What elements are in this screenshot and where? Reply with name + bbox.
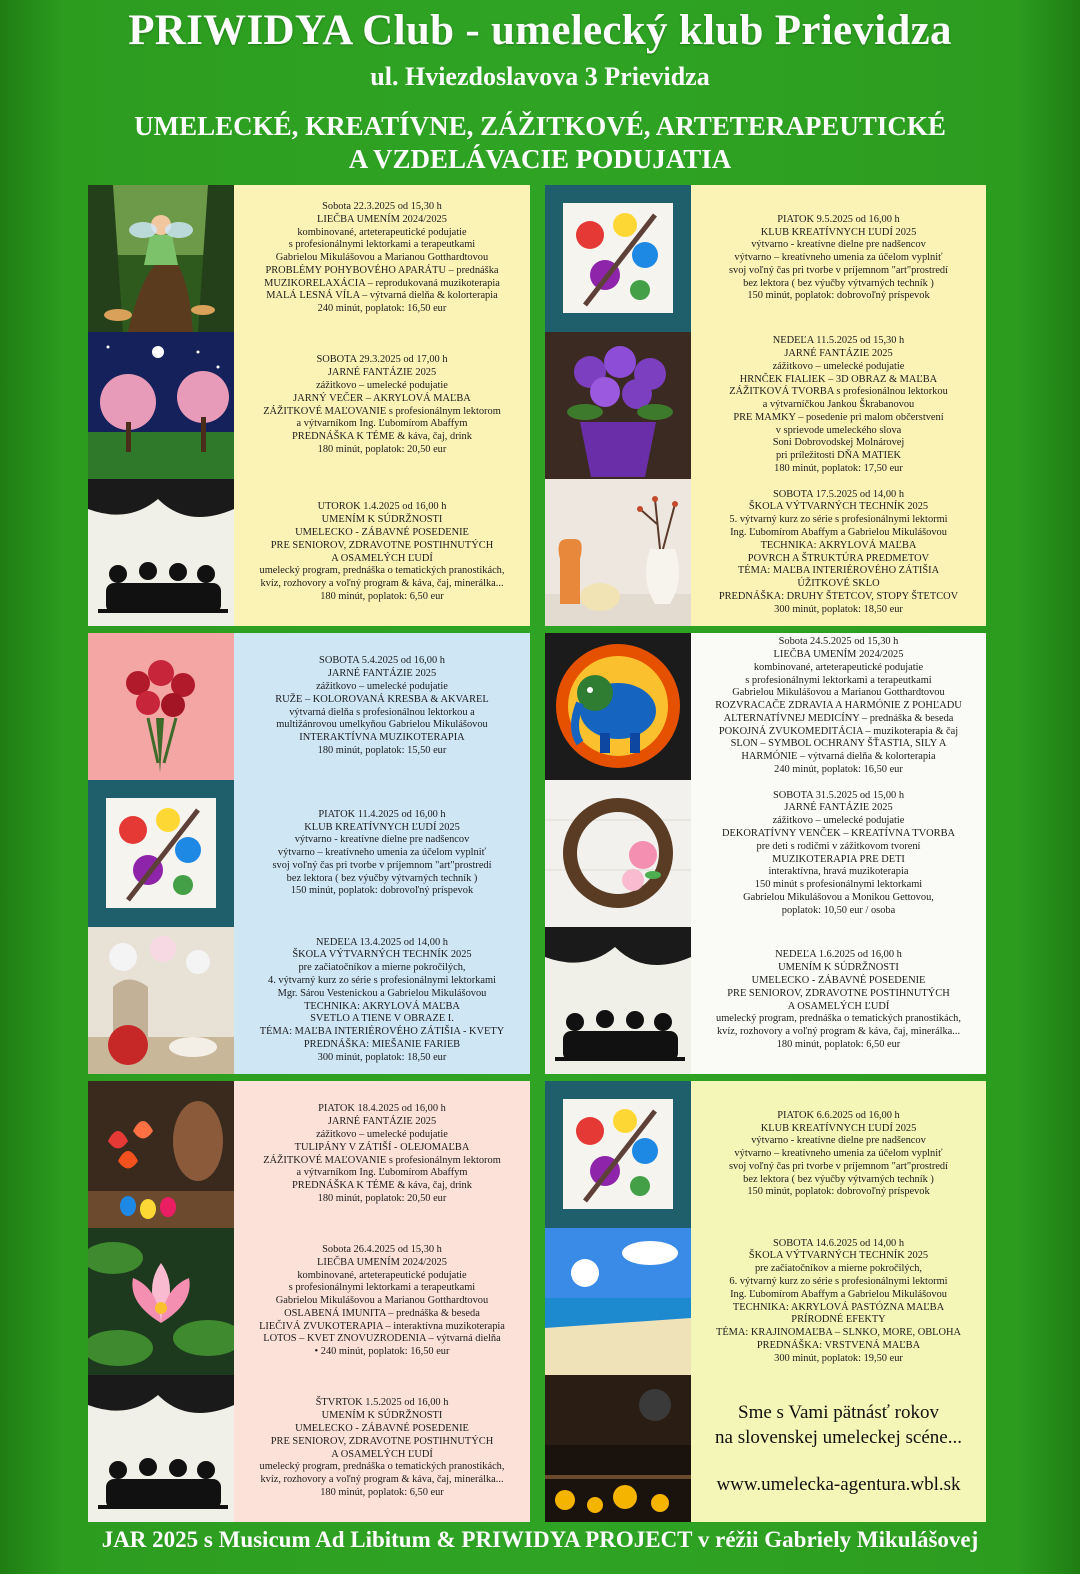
event-row <box>88 633 530 780</box>
event-line: 150 minút, poplatok: dobrovoľný príspevok <box>747 290 930 302</box>
event-line: 150 minút, poplatok: dobrovoľný príspevok <box>747 1186 930 1198</box>
event-line: zážitkovo – umelecké podujatie <box>772 815 905 827</box>
website-link[interactable]: www.umelecka-agentura.wbl.sk <box>716 1474 961 1495</box>
event-line: s profesionálnymi lektorkami a terapeutkami <box>745 674 932 686</box>
event-line: PRÍRODNÉ EFEKTY <box>791 1314 886 1326</box>
roses-image <box>88 633 234 780</box>
event-line: JARNÉ FANTÁZIE 2025 <box>784 802 893 814</box>
event-line: umelecký program, prednáška o tematických pranostikách, <box>259 565 505 577</box>
event-line: UMENÍM K SÚDRŽNOSTI <box>321 514 443 526</box>
event-line: HRNČEK FIALIEK – 3D OBRAZ & MAĽBA <box>739 373 938 385</box>
event-line: A OSAMELÝCH ĽUDÍ <box>331 552 433 564</box>
event-line: výtvarná dielňa s profesionálnou lektorkou a <box>289 706 475 718</box>
event-line: 180 minút, poplatok: 6,50 eur <box>320 590 444 602</box>
event-line: bez lektora ( bez výučby výtvarných techník ) <box>743 277 934 289</box>
event-line: UMELECKO - ZÁBAVNÉ POSEDENIE <box>295 526 469 538</box>
elephant-mandala-image <box>545 633 691 780</box>
event-line: SOBOTA 29.3.2025 od 17,00 h <box>316 354 448 366</box>
event-line: 180 minút, poplatok: 20,50 eur <box>317 443 447 455</box>
event-text <box>691 1081 986 1228</box>
event-text <box>234 332 530 479</box>
event-line: 300 minút, poplatok: 18,50 eur <box>317 1051 447 1063</box>
event-line: ŠKOLA VÝTVARNÝCH TECHNÍK 2025 <box>748 501 929 513</box>
event-row <box>88 332 530 479</box>
event-line: SVETLO A TIENE V OBRAZE I. <box>310 1013 454 1025</box>
event-line: svoj voľný čas pri tvorbe v príjemnom "art"prostredí <box>728 1160 949 1172</box>
event-line: DEKORATÍVNY VENČEK – KREATÍVNA TVORBA <box>721 827 955 839</box>
event-row <box>88 185 530 332</box>
event-line: MUZIKOTERAPIA PRE DETI <box>772 853 905 865</box>
event-line: pri príležitosti DŇA MATIEK <box>776 450 901 462</box>
event-row <box>88 1081 530 1228</box>
event-line: Ing. Ľubomírom Abaffym a Gabrielou Mikulášovou <box>730 526 947 538</box>
event-line: JARNÉ FANTÁZIE 2025 <box>327 1116 437 1128</box>
event-line: TECHNIKA: AKRYLOVÁ MAĽBA <box>760 539 917 551</box>
event-text <box>234 185 530 332</box>
palette-image <box>545 1081 691 1228</box>
fairy-forest-image <box>88 185 234 332</box>
event-line: kombinované, arteterapeutické podujatie <box>297 226 467 238</box>
event-line: Sobota 24.5.2025 od 15,30 h <box>778 636 899 648</box>
panel-march <box>88 185 530 626</box>
event-line: a výtvarníkom Ing. Ľubomírom Abaffym <box>296 1167 468 1179</box>
event-line: svoj voľný čas pri tvorbe v príjemnom "art"prostredí <box>272 859 492 871</box>
event-line: ROZVRACAČE ZDRAVIA A HARMÓNIE Z POHĽADU <box>715 700 962 712</box>
event-line: a výtvarníkom Ing. Ľubomírom Abaffym <box>296 418 468 430</box>
event-line: pre začiatočníkov a mierne pokročilých, <box>298 962 466 974</box>
event-line: PRE SENIOROV, ZDRAVOTNE POSTIHNUTÝCH <box>727 987 950 999</box>
event-line: Gabrielou Mikulášovou a Marianou Gotthardtovou <box>275 252 489 264</box>
event-line: NEDEĽA 1.6.2025 od 16,00 h <box>775 949 902 961</box>
event-line: pre deti s rodičmi v zážitkovom tvorení <box>756 840 921 852</box>
event-line: JARNÉ FANTÁZIE 2025 <box>327 668 437 680</box>
event-row <box>88 927 530 1074</box>
event-line: PIATOK 9.5.2025 od 16,00 h <box>777 213 900 225</box>
seniors-silhouette-image <box>88 479 234 626</box>
palette-image <box>545 185 691 332</box>
event-line: výtvarno - kreatívne dielne pre nadšencov <box>751 1135 926 1147</box>
event-line: OSLABENÁ IMUNITA – prednáška & beseda <box>284 1307 480 1319</box>
event-row <box>545 927 986 1074</box>
event-line: • 240 minút, poplatok: 16,50 eur <box>314 1346 450 1358</box>
event-line: ŠKOLA VÝTVARNÝCH TECHNÍK 2025 <box>292 949 472 961</box>
panel-late-may <box>545 633 986 1074</box>
event-row <box>545 1228 986 1375</box>
agency-collage-image <box>545 1375 691 1522</box>
event-line: 300 minút, poplatok: 18,50 eur <box>774 603 903 615</box>
event-line: HARMÓNIE – výtvarná dielňa & kolorterapia <box>741 751 936 763</box>
event-line: TÉMA: KRAJINOMAĽBA – SLNKO, MORE, OBLOHA <box>715 1327 962 1339</box>
event-line: NEDEĽA 13.4.2025 od 14,00 h <box>316 936 448 948</box>
event-line: Gabrielou Mikulášovou a Monikou Gettovou, <box>743 891 934 903</box>
event-line: 180 minút, poplatok: 6,50 eur <box>776 1038 901 1050</box>
event-line: PRE SENIOROV, ZDRAVOTNE POSTIHNUTÝCH <box>270 539 494 551</box>
event-text <box>234 1228 530 1375</box>
panel-june <box>545 1081 986 1522</box>
event-text <box>691 927 986 1074</box>
event-line: výtvarno - kreatívne dielne pre nadšencov <box>294 834 470 846</box>
event-line: a výtvarníčkou Jankou Škrabanovou <box>762 399 915 411</box>
event-line: A OSAMELÝCH ĽUDÍ <box>331 1448 433 1460</box>
event-row <box>545 633 986 780</box>
event-line: kvíz, rozhovory a voľný program & káva, čaj, minerálka... <box>716 1026 961 1038</box>
event-row <box>545 1081 986 1228</box>
event-line: UMENÍM K SÚDRŽNOSTI <box>778 962 899 974</box>
event-line: Sobota 26.4.2025 od 15,30 h <box>322 1243 442 1255</box>
event-line: MALÁ LESNÁ VÍLA – výtvarná dielňa & kolorterapia <box>266 290 498 302</box>
seniors-silhouette-image <box>545 927 691 1074</box>
event-line: 5. výtvarný kurz zo série s profesionálnymi lektormi <box>729 514 948 526</box>
promo-line-1: Sme s Vami pätnásť rokov <box>738 1402 939 1423</box>
event-text <box>234 633 530 780</box>
event-line: 150 minút, poplatok: dobrovoľný príspevok <box>290 885 474 897</box>
event-line: ZÁŽITKOVÉ MAĽOVANIE s profesionálnym lektorom <box>263 405 501 417</box>
event-row <box>545 332 986 479</box>
event-text <box>691 780 986 927</box>
event-line: ÚŽITKOVÉ SKLO <box>797 578 880 590</box>
event-line: interaktívna, hravá muzikoterapia <box>768 866 909 878</box>
event-line: UMELECKO - ZÁBAVNÉ POSEDENIE <box>295 1422 469 1434</box>
event-line: výtvarno - kreatívne dielne pre nadšencov <box>751 239 926 251</box>
event-text <box>234 780 530 927</box>
event-line: multižánrovou umelkyňou Gabrielou Mikulášovou <box>276 719 488 731</box>
event-line: PREDNÁŠKA: MIEŠANIE FARIEB <box>303 1038 461 1050</box>
event-line: SOBOTA 31.5.2025 od 15,00 h <box>772 789 905 801</box>
event-text <box>234 1375 530 1522</box>
vases-still-life-image <box>545 479 691 626</box>
event-line: pre začiatočníkov a mierne pokročilých, <box>754 1263 923 1275</box>
event-line: NEDEĽA 11.5.2025 od 15,30 h <box>772 335 905 347</box>
event-line: výtvarno – kreatívneho umenia za účelom vyplniť <box>734 1148 943 1160</box>
event-line: TECHNIKA: AKRYLOVÁ MAĽBA <box>304 1000 460 1012</box>
event-text <box>234 927 530 1074</box>
event-line: s profesionálnymi lektorkami a terapeutkami <box>288 239 476 251</box>
event-line: LOTOS – KVET ZNOVUZRODENIA – výtvarná dielňa <box>263 1333 501 1345</box>
event-line: ZÁŽITKOVÉ MAĽOVANIE s profesionálnym lektorom <box>263 1154 501 1166</box>
promo-line-2: na slovenskej umeleckej scéne... <box>715 1427 962 1448</box>
event-line: 150 minút s profesionálnymi lektorkami <box>754 879 923 891</box>
event-line: bez lektora ( bez výučby výtvarných techník ) <box>286 872 478 884</box>
event-line: SOBOTA 14.6.2025 od 14,00 h <box>772 1237 905 1249</box>
event-line: výtvarno – kreatívneho umenia za účelom vyplniť <box>277 847 487 859</box>
promo-box <box>691 1375 986 1522</box>
event-line: poplatok: 10,50 eur / osoba <box>781 904 896 916</box>
event-line: PROBLÉMY POHYBOVÉHO APARÁTU – prednáška <box>265 264 499 276</box>
event-row <box>88 1228 530 1375</box>
event-line: A OSAMELÝCH ĽUDÍ <box>787 1000 890 1012</box>
subtitle-line-1: UMELECKÉ, KREATÍVNE, ZÁŽITKOVÉ, ARTETERAPEUTICKÉ <box>134 111 946 141</box>
event-line: 240 minút, poplatok: 16,50 eur <box>317 303 447 315</box>
event-line: PREDNÁŠKA K TÉME & káva, čaj, drink <box>292 1180 472 1192</box>
event-row <box>545 780 986 927</box>
poster-title: PRIWIDYA Club - umelecký klub Prievidza <box>128 7 952 54</box>
event-line: 240 minút, poplatok: 16,50 eur <box>774 764 903 776</box>
event-line: UMENÍM K SÚDRŽNOSTI <box>321 1410 443 1422</box>
event-line: PIATOK 6.6.2025 od 16,00 h <box>777 1109 900 1121</box>
event-line: výtvarno – kreatívneho umenia za účelom vyplniť <box>734 252 943 264</box>
panel-late-april <box>88 1081 530 1522</box>
event-line: Sobota 22.3.2025 od 15,30 h <box>322 200 442 212</box>
event-line: kvíz, rozhovory a voľný program & káva, čaj, minerálka... <box>260 578 504 590</box>
panel-may <box>545 185 986 626</box>
event-line: MUZIKORELAXÁCIA – reprodukovaná muzikoterapia <box>264 277 500 289</box>
event-line: zážitkovo – umelecké podujatie <box>316 680 448 692</box>
event-line: PRE SENIOROV, ZDRAVOTNE POSTIHNUTÝCH <box>270 1435 494 1447</box>
event-line: svoj voľný čas pri tvorbe v príjemnom "art"prostredí <box>728 264 949 276</box>
poster-footer: JAR 2025 s Musicum Ad Libitum & PRIWIDYA PROJECT v réžii Gabriely Mikulášovej <box>101 1527 979 1552</box>
event-line: kombinované, arteterapeutické podujatie <box>297 1269 467 1281</box>
panel-april <box>88 633 530 1074</box>
lotus-image <box>88 1228 234 1375</box>
event-line: ALTERNATÍVNEJ MEDICÍNY – prednáška & beseda <box>723 712 954 724</box>
event-line: umelecký program, prednáška o tematických pranostikách, <box>716 1013 961 1025</box>
event-line: PIATOK 18.4.2025 od 16,00 h <box>318 1103 446 1115</box>
event-line: PREDNÁŠKA: VRSTVENÁ MAĽBA <box>756 1339 921 1351</box>
event-line: SOBOTA 17.5.2025 od 14,00 h <box>772 488 905 500</box>
event-text <box>234 479 530 626</box>
event-row <box>545 479 986 626</box>
seniors-silhouette-image <box>88 1375 234 1522</box>
event-line: ZÁŽITKOVÁ TVORBA s profesionálnou lektorkou <box>729 386 948 398</box>
event-line: LIEČIVÁ ZVUKOTERAPIA – interaktívna muzikoterapia <box>259 1320 505 1332</box>
event-line: TÉMA: MAĽBA INTERIÉROVÉHO ZÁTIŠIA - KVETY <box>259 1026 505 1038</box>
event-line: LIEČBA UMENÍM 2024/2025 <box>773 648 904 660</box>
poster-address: ul. Hviezdoslavova 3 Prievidza <box>370 62 710 91</box>
event-text <box>691 332 986 479</box>
event-line: 180 minút, poplatok: 6,50 eur <box>320 1486 444 1498</box>
event-line: kvíz, rozhovory a voľný program & káva, čaj, minerálka... <box>260 1474 504 1486</box>
event-line: TECHNIKA: AKRYLOVÁ PASTÓZNA MAĽBA <box>732 1301 945 1313</box>
tulips-image <box>88 1081 234 1228</box>
event-row <box>545 1375 986 1522</box>
event-line: KLUB KREATÍVNYCH ĽUDÍ 2025 <box>760 1122 917 1134</box>
event-line: kombinované, arteterapeutické podujatie <box>753 661 924 673</box>
event-text <box>691 633 986 780</box>
event-line: TULIPÁNY V ZÁTIŠÍ - OLEJOMAĽBA <box>294 1141 470 1153</box>
event-line: JARNÝ VEČER – AKRYLOVÁ MAĽBA <box>293 392 471 404</box>
event-line: zážitkovo – umelecké podujatie <box>772 360 905 372</box>
event-line: PREDNÁŠKA: DRUHY ŠTETCOV, STOPY ŠTETCOV <box>718 590 959 602</box>
event-row <box>545 185 986 332</box>
event-line: POVRCH A ŠTRUKTÚRA PREDMETOV <box>747 552 930 564</box>
event-line: Soni Dobrovodskej Molnárovej <box>772 437 905 449</box>
event-line: Ing. Ľubomírom Abaffym a Gabrielou Mikulášovou <box>730 1288 947 1300</box>
event-line: TÉMA: MAĽBA INTERIÉROVÉHO ZÁTIŠIA <box>737 565 940 577</box>
event-line: umelecký program, prednáška o tematických pranostikách, <box>259 1461 505 1473</box>
event-line: PRE MAMKY – posedenie pri malom občerstvení <box>733 411 944 423</box>
event-line: UMELECKO - ZÁBAVNÉ POSEDENIE <box>751 974 926 986</box>
night-blossom-image <box>88 332 234 479</box>
event-text <box>691 1228 986 1375</box>
event-line: LIEČBA UMENÍM 2024/2025 <box>317 1256 447 1268</box>
event-line: UTOROK 1.4.2025 od 16,00 h <box>317 501 447 513</box>
event-line: 180 minút, poplatok: 15,50 eur <box>317 744 447 756</box>
event-row <box>88 780 530 927</box>
event-line: JARNÉ FANTÁZIE 2025 <box>327 367 437 379</box>
event-line: bez lektora ( bez výučby výtvarných techník ) <box>743 1173 934 1185</box>
event-line: LIEČBA UMENÍM 2024/2025 <box>317 213 447 225</box>
event-line: Mgr. Sárou Vestenickou a Gabrielou Mikulášovou <box>277 987 487 999</box>
event-line: v sprievode umeleckého slova <box>775 424 902 436</box>
event-row <box>88 1375 530 1522</box>
wreath-image <box>545 780 691 927</box>
violets-pot-image <box>545 332 691 479</box>
event-line: zážitkovo – umelecké podujatie <box>316 1128 448 1140</box>
event-text <box>234 1081 530 1228</box>
event-line: 300 minút, poplatok: 19,50 eur <box>774 1352 903 1364</box>
event-line: KLUB KREATÍVNYCH ĽUDÍ 2025 <box>304 821 460 833</box>
event-line: 4. výtvarný kurz zo série s profesionálnymi lektorkami <box>268 974 496 986</box>
event-line: SLON – SYMBOL OCHRANY ŠŤASTIA, SILY A <box>730 738 947 750</box>
event-line: SOBOTA 5.4.2025 od 16,00 h <box>319 655 445 667</box>
subtitle-line-2: A VZDELÁVACIE PODUJATIA <box>348 144 732 174</box>
event-line: 6. výtvarný kurz zo série s profesionálnymi lektormi <box>729 1275 948 1287</box>
event-line: Gabrielou Mikulášovou a Marianou Gotthardtovou <box>275 1295 489 1307</box>
event-line: KLUB KREATÍVNYCH ĽUDÍ 2025 <box>760 226 917 238</box>
event-line: 180 minút, poplatok: 17,50 eur <box>774 463 903 475</box>
event-line: s profesionálnymi lektorkami a terapeutkami <box>288 1282 476 1294</box>
event-line: POKOJNÁ ZVUKOMEDITÁCIA – muzikoterapia & čaj <box>718 725 959 737</box>
event-line: zážitkovo – umelecké podujatie <box>316 379 448 391</box>
apple-still-life-image <box>88 927 234 1074</box>
sea-beach-image <box>545 1228 691 1375</box>
event-line: PIATOK 11.4.2025 od 16,00 h <box>318 808 446 820</box>
event-line: ŠKOLA VÝTVARNÝCH TECHNÍK 2025 <box>748 1250 929 1262</box>
poster-subtitle <box>30 110 1050 176</box>
event-line: JARNÉ FANTÁZIE 2025 <box>784 347 893 359</box>
event-line: INTERAKTÍVNA MUZIKOTERAPIA <box>299 732 465 744</box>
palette-image <box>88 780 234 927</box>
event-line: RUŽE – KOLOROVANÁ KRESBA & AKVAREL <box>275 693 489 705</box>
event-line: 180 minút, poplatok: 20,50 eur <box>317 1192 447 1204</box>
event-text <box>691 479 986 626</box>
event-line: PREDNÁŠKA K TÉME & káva, čaj, drink <box>292 431 472 443</box>
event-row <box>88 479 530 626</box>
event-text <box>691 185 986 332</box>
event-line: Gabrielou Mikulášovou a Marianou Gotthardtovou <box>732 687 945 699</box>
event-line: ŠTVRTOK 1.5.2025 od 16,00 h <box>315 1397 449 1409</box>
